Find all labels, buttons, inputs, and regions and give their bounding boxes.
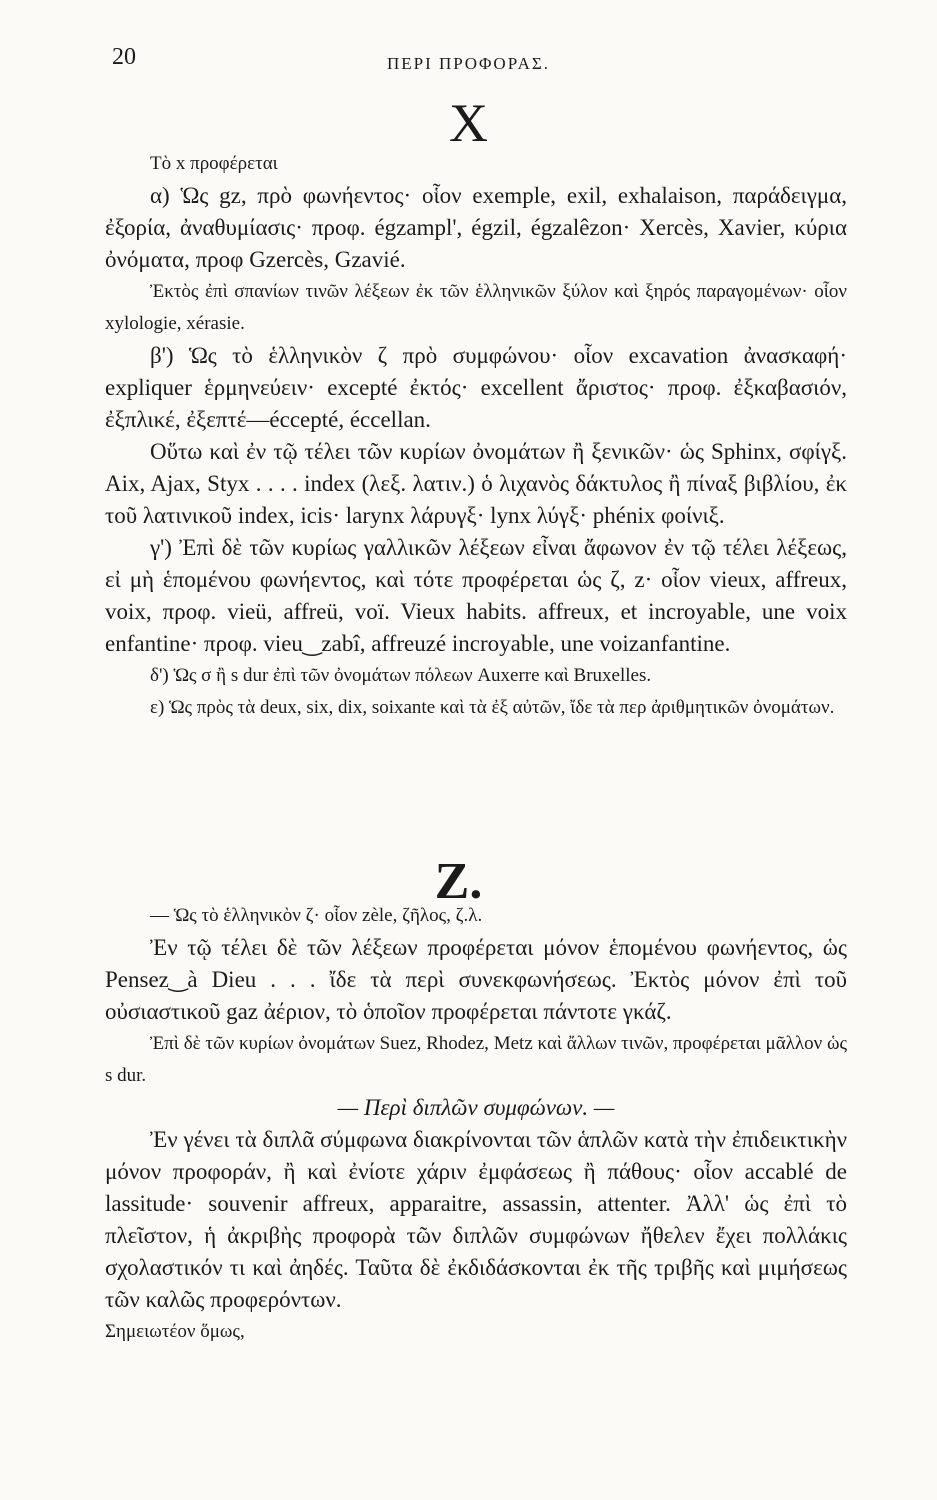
section-heading-x: X [449,93,488,153]
section-heading-z: Z. [434,853,483,910]
paragraph: α) Ὡς gz, πρὸ φωνήεντος· οἷον exemple, exil, exhalaison, παράδειγμα, ἐξορία, ἀναθυμίασις· προφ. égzampl', égzil, égzalêzon· Xercès, Xavier, κύρια ὀνόματα, προφ Gzercès, Gzavié. [105,183,847,272]
subheading: — Περὶ διπλῶν συμφώνων. — [337,1095,615,1120]
paragraph: Οὕτω καὶ ἐν τῷ τέλει τῶν κυρίων ὀνομάτων ἢ ξενικῶν· ὡς Sphinx, σφίγξ. Aix, Ajax, Styx . . . . index (λεξ. λατιν.) ὁ λιχανὸς δάκτυλος ἢ πίναξ βιβλίου, ἐκ τοῦ λατινικοῦ index, icis· larynx λάρυγξ· lynx λύγξ· phénix φοίνιξ. [105,439,847,528]
paragraph: Ἐπὶ δὲ τῶν κυρίων ὀνομάτων Suez, Rhodez, Metz καὶ ἄλλων τινῶν, προφέρεται μᾶλλον ὡς s dur. [105,1033,847,1086]
paragraph: ε) Ὡς πρὸς τὰ deux, six, dix, soixante καὶ τὰ ἐξ αὐτῶν, ἴδε τὰ περ ἀριθμητικῶν ὀνομάτων. [150,697,835,718]
running-title: ΠΕΡΙ ΠΡΟΦΟΡΑΣ. [386,54,551,73]
paragraph: — Ὡς τὸ ἑλληνικὸν ζ· οἷον zèle, ζῆλος, ζ.λ. [150,905,483,926]
page-number: 20 [112,44,136,70]
paragraph: β') Ὡς τὸ ἑλληνικὸν ζ πρὸ συμφώνου· οἷον excavation ἀνασκαφή· expliquer ἑρμηνεύειν· excepté ἐκτός· excellent ἄριστος· προφ. ἐξκαβασιόν, ἐξπλικέ, ἐξεπτέ—éccepté, éccellan. [105,343,847,432]
section-z-body [105,900,847,1348]
section-x-body [105,148,847,724]
paragraph: Σημειωτέον ὅμως, [105,1321,245,1342]
paragraph: γ') Ἐπὶ δὲ τῶν κυρίως γαλλικῶν λέξεων εἶναι ἄφωνον ἐν τῷ τέλει λέξεως, εἰ μὴ ἑπομένου φωνήεντος, καὶ τότε προφέρεται ὡς ζ, z· οἷον vieux, affreux, voix, προφ. vieü, affreü, voï. Vieux habits. affreux, et incroyable, une voix enfantine· προφ. vieu‿zabî, affreuzé incroyable, une voizanfantine. [105,535,847,656]
paragraph: Ἐκτὸς ἐπὶ σπανίων τινῶν λέξεων ἐκ τῶν ἑλληνικῶν ξύλον καὶ ξηρός παραγομένων· οἷον xylologie, xérasie. [105,281,847,334]
paragraph: δ') Ὡς σ ἢ s dur ἐπὶ τῶν ὀνομάτων πόλεων Auxerre καὶ Bruxelles. [150,665,652,686]
paragraph: Τὸ x προφέρεται [150,153,278,174]
paragraph: Ἐν γένει τὰ διπλᾶ σύμφωνα διακρίνονται τῶν ἁπλῶν κατὰ τὴν ἐπιδεικτικὴν μόνον προφοράν, ἢ καὶ ἐνίοτε χάριν ἐμφάσεως ἢ πάθους· οἷον accablé de lassitude· souvenir affreux, apparaitre, assassin, attenter. Ἀλλ' ὡς ἐπὶ τὸ πλεῖστον, ἡ ἀκριβὴς προφορὰ τῶν διπλῶν συμφώνων ἤθελεν ἔχει πολλάκις σχολαστικόν τι καὶ ἀηδές. Ταῦτα δὲ ἐκδιδάσκονται ἐκ τῆς τριβῆς καὶ μιμήσεως τῶν καλῶς προφερόντων. [105,1127,847,1312]
paragraph: Ἐν τῷ τέλει δὲ τῶν λέξεων προφέρεται μόνον ἑπομένου φωνήεντος, ὡς Pensez‿à Dieu . . . ἴδε τὰ περὶ συνεκφωνήσεως. Ἐκτὸς μόνον ἐπὶ τοῦ οὐσιαστικοῦ gaz ἀέριον, τὸ ὁποῖον προφέρεται πάντοτε γκάζ. [105,935,847,1024]
